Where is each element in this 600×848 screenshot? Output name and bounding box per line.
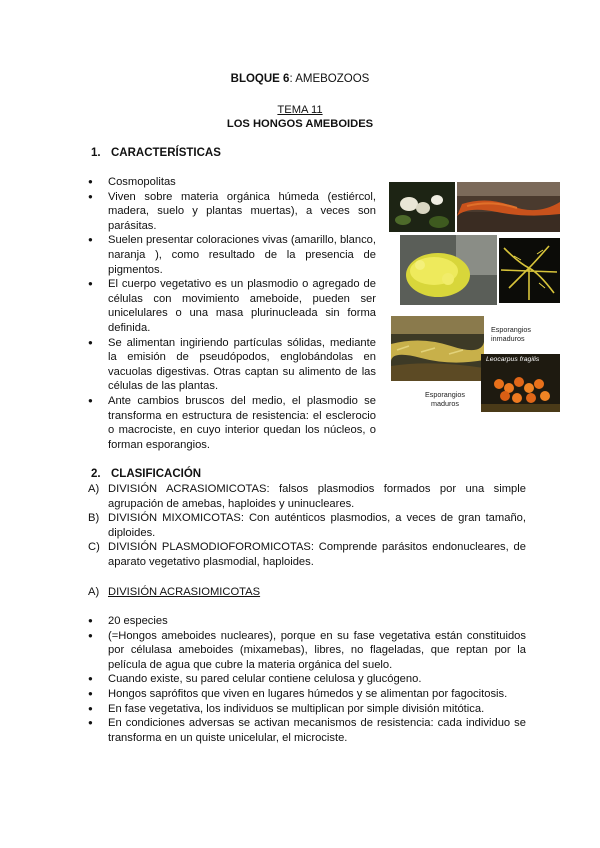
list-item: ● Cosmopolitas xyxy=(88,175,376,190)
list-item: ● Hongos saprófitos que viven en lugares húmedos y se alimentan por fagocitosis. xyxy=(88,687,526,702)
caption-esporangios-maduros: Esporangios maduros xyxy=(425,390,465,408)
page-title: LOS HONGOS AMEBOIDES xyxy=(226,118,374,130)
list-item xyxy=(88,482,526,511)
clasificacion-list xyxy=(88,482,526,570)
section-number: 1. xyxy=(91,147,101,159)
bloque-title xyxy=(0,72,600,87)
caption-esporangios-inmaduros: Esporangios inmaduros xyxy=(491,325,531,343)
item-label: B) xyxy=(88,512,100,525)
list-item: ● 20 especies xyxy=(88,614,526,629)
list-item: ● Se alimentan ingiriendo partículas sólidas, mediante la emisión de pseudópodos, englobándolas en vacuolas digestivas. Otras captan su alimento de las células de las plantas. xyxy=(88,336,376,394)
division-a-list xyxy=(88,614,526,745)
list-item: ● Viven sobre materia orgánica húmeda (estiércol, madera, suelo y plantas muertas), a veces son parásitas. xyxy=(88,190,376,234)
list-item: ● En condiciones adversas se activan mecanismos de resistencia: cada individuo se transforma en un quiste unicelular, el microciste. xyxy=(88,716,526,745)
division-a-heading xyxy=(88,585,260,600)
list-item: ● Cuando existe, su pared celular contiene celulosa y glucógeno. xyxy=(88,672,526,687)
list-item xyxy=(88,511,526,540)
list-item xyxy=(88,540,526,569)
section-heading-clasificacion xyxy=(91,467,201,482)
division-label: A) xyxy=(88,586,100,598)
list-item: ● Suelen presentar coloraciones vivas (amarillo, blanco, naranja ), como resultado de la presencia de pigmentos. xyxy=(88,233,376,277)
photo-immature-sporangia xyxy=(391,316,484,381)
photo-yellow-plasmodium xyxy=(400,235,497,305)
section-number: 2. xyxy=(91,468,101,480)
list-item: ● El cuerpo vegetativo es un plasmodio o agregado de células con movimiento ameboide, pueden ser unicelulares o una masa plurinucleada sin forma definida. xyxy=(88,277,376,335)
division-title: DIVISIÓN ACRASIOMICOTAS xyxy=(108,586,261,598)
tema-label: TEMA 11 xyxy=(277,104,323,116)
section-title: CARACTERÍSTICAS xyxy=(111,147,221,159)
list-item: ● (=Hongos ameboides nucleares), porque en su fase vegetativa están constituidos por célulasa ameboides (mixamebas), libres, no flageladas, que reptan por la película de agua que cubre la materia orgánica del suelo. xyxy=(88,629,526,673)
section-title: CLASIFICACIÓN xyxy=(111,468,202,480)
photo-orange-sporangia-log xyxy=(457,182,560,232)
item-label: C) xyxy=(88,541,100,554)
item-text: DIVISIÓN ACRASIOMICOTAS: falsos plasmodios formados por una simple agrupación de amebas, haploides y uninucleares. xyxy=(108,483,526,510)
bloque-label: BLOQUE 6 xyxy=(230,73,290,85)
list-item: ● En fase vegetativa, los individuos se multiplican por simple división mitótica. xyxy=(88,702,526,717)
caption-species-name: Leocarpus fragilis xyxy=(486,356,540,363)
caracteristicas-list xyxy=(88,175,376,452)
list-item: ● Ante cambios bruscos del medio, el plasmodio se transforma en estructura de resistencia: el esclerocio o macrociste, en cuyo interior quedan los núcleos, o forman esporangios. xyxy=(88,394,376,452)
item-label: A) xyxy=(88,483,100,495)
item-text: DIVISIÓN MIXOMICOTAS: Con auténticos plasmodios, a veces de gran tamaño, diploides. xyxy=(108,512,526,539)
photo-white-fungi xyxy=(389,182,455,232)
item-text: DIVISIÓN PLASMODIOFOROMICOTAS: Comprende parásitos endonucleares, de aparato vegetativo plasmodial, haploides. xyxy=(108,541,526,568)
section-heading-caracteristicas xyxy=(91,146,221,161)
bloque-topic: : AMEBOZOOS xyxy=(289,73,370,85)
photo-plasmodium-network xyxy=(499,238,560,303)
